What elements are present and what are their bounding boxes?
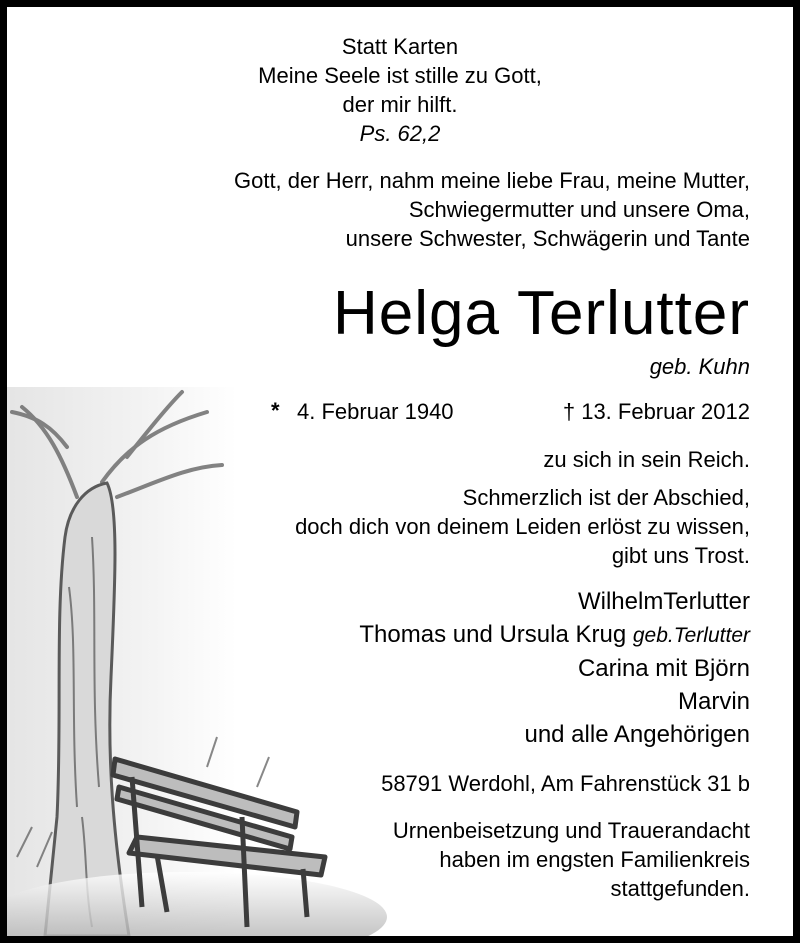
closing-line: gibt uns Trost.: [611, 543, 750, 568]
announcement-line: Gott, der Herr, nahm meine liebe Frau, meine Mutter,: [233, 168, 750, 193]
announcement-line: unsere Schwester, Schwägerin und Tante: [345, 226, 750, 251]
mourner-line: [359, 618, 750, 652]
closing-line: Schmerzlich ist der Abschied,: [462, 485, 750, 510]
maiden-name: geb. Kuhn: [649, 354, 750, 379]
mourner-line: WilhelmTerlutter: [577, 588, 750, 615]
motto-verse-line: der mir hilft.: [342, 92, 458, 117]
tree-and-bench-illustration: [7, 387, 387, 936]
funeral-note-line: haben im engsten Familienkreis: [439, 847, 750, 872]
closing-line: doch dich von deinem Leiden erlöst zu wissen,: [295, 514, 750, 539]
birth-date: 4. Februar 1940: [297, 399, 454, 424]
mourner-line: Carina mit Björn: [577, 655, 750, 682]
address: 58791 Werdohl, Am Fahrenstück 31 b: [381, 771, 750, 796]
mourner-maiden-name: geb.Terlutter: [632, 624, 750, 647]
motto-statt-karten: Statt Karten: [341, 34, 459, 59]
motto-verse-line: Meine Seele ist stille zu Gott,: [258, 63, 542, 88]
birth-symbol: *: [271, 398, 280, 423]
mourner-line: Marvin: [677, 688, 750, 715]
mourner-line: und alle Angehörigen: [524, 721, 750, 748]
death-date: † 13. Februar 2012: [562, 399, 750, 424]
closing-line: zu sich in sein Reich.: [543, 447, 750, 472]
motto-reference: Ps. 62,2: [359, 121, 441, 146]
obituary-card: [7, 7, 793, 936]
announcement-line: Schwiegermutter und unsere Oma,: [408, 197, 750, 222]
funeral-note-line: stattgefunden.: [610, 876, 750, 901]
funeral-note-line: Urnenbeisetzung und Trauerandacht: [392, 818, 750, 843]
deceased-name: Helga Terlutter: [332, 279, 750, 348]
mourner-names: Thomas und Ursula Krug: [359, 621, 627, 648]
